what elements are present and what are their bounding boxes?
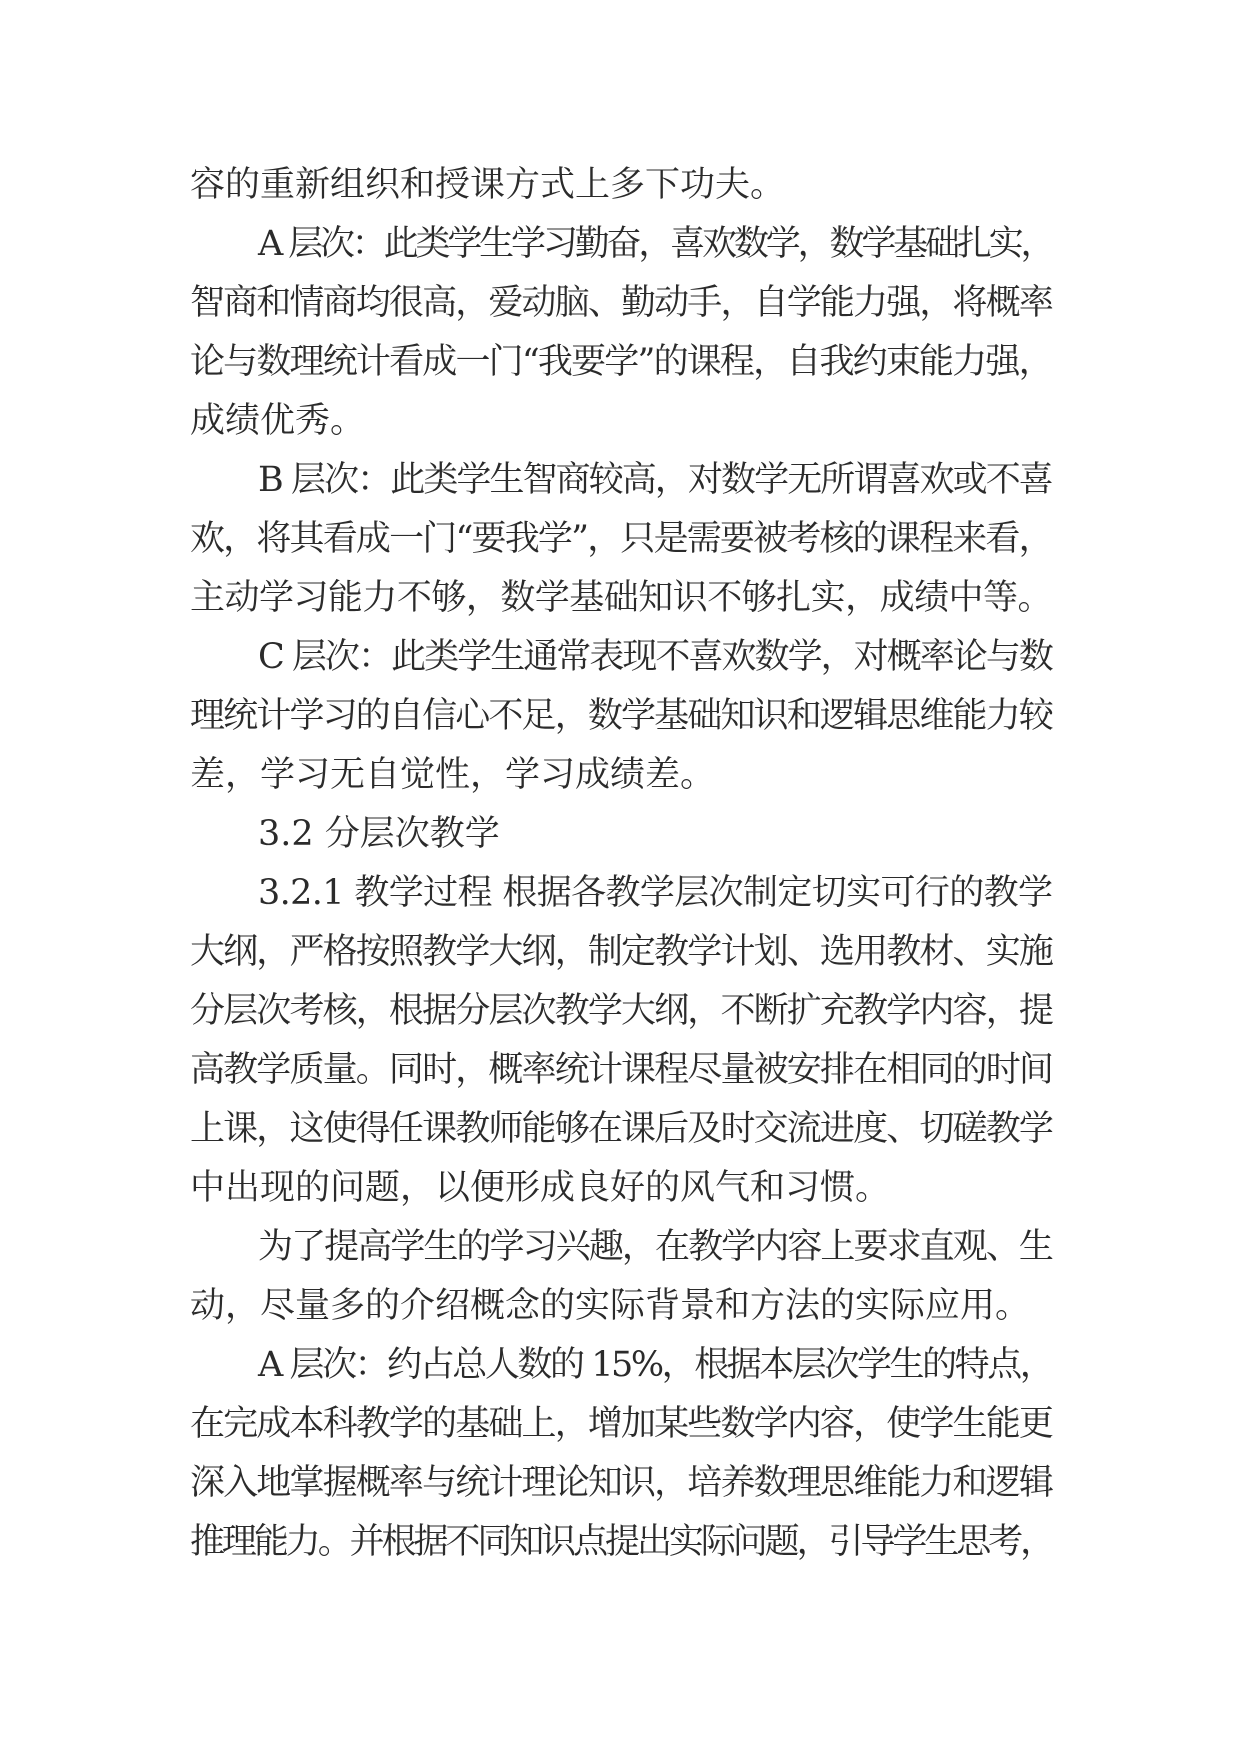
text-line: 在完成本科教学的基础上，增加某些数学内容，使学生能更 [190,1404,1053,1444]
text-line: 差，学习无自觉性，学习成绩差。 [190,755,716,795]
text-line: 深入地掌握概率与统计理论知识，培养数理思维能力和逻辑 [190,1463,1053,1503]
text-line: A 层次：约占总人数的 15%，根据本层次学生的特点， [258,1345,1053,1385]
text-line: B 层次：此类学生智商较高，对数学无所谓喜欢或不喜 [258,460,1052,500]
text-line: 大纲，严格按照教学大纲，制定教学计划、选用教材、实施 [190,932,1053,972]
text-line: 理统计学习的自信心不足，数学基础知识和逻辑思维能力较 [190,696,1053,736]
text-line: 主动学习能力不够，数学基础知识不够扎实，成绩中等。 [190,578,1053,618]
text-line: 智商和情商均很高，爱动脑、勤动手，自学能力强，将概率 [190,283,1053,323]
text-line: 上课，这使得任课教师能够在课后及时交流进度、切磋教学 [190,1109,1053,1149]
text-line: A 层次：此类学生学习勤奋，喜欢数学，数学基础扎实， [258,224,1053,264]
text-line: 论与数理统计看成一门“我要学”的课程，自我约束能力强， [190,342,1052,382]
text-line: 动，尽量多的介绍概念的实际背景和方法的实际应用。 [190,1286,1031,1326]
text-line: 中出现的问题，以便形成良好的风气和习惯。 [190,1168,891,1208]
text-line: 3.2.1 教学过程 根据各教学层次制定切实可行的教学 [258,873,1053,913]
text-line: 成绩优秀。 [190,401,366,441]
section-heading: 3.2 分层次教学 [258,814,500,854]
text-line: 欢，将其看成一门“要我学”，只是需要被考核的课程来看， [190,519,1052,559]
text-line: 为了提高学生的学习兴趣，在教学内容上要求直观、生 [258,1227,1053,1267]
text-line: 推理能力。并根据不同知识点提出实际问题，引导学生思考， [190,1522,1053,1562]
text-line: C 层次：此类学生通常表现不喜欢数学，对概率论与数 [258,637,1052,677]
text-line: 容的重新组织和授课方式上多下功夫。 [190,165,786,205]
text-line: 高教学质量。同时，概率统计课程尽量被安排在相同的时间 [190,1050,1053,1090]
text-line: 分层次考核，根据分层次教学大纲，不断扩充教学内容，提 [190,991,1053,1031]
